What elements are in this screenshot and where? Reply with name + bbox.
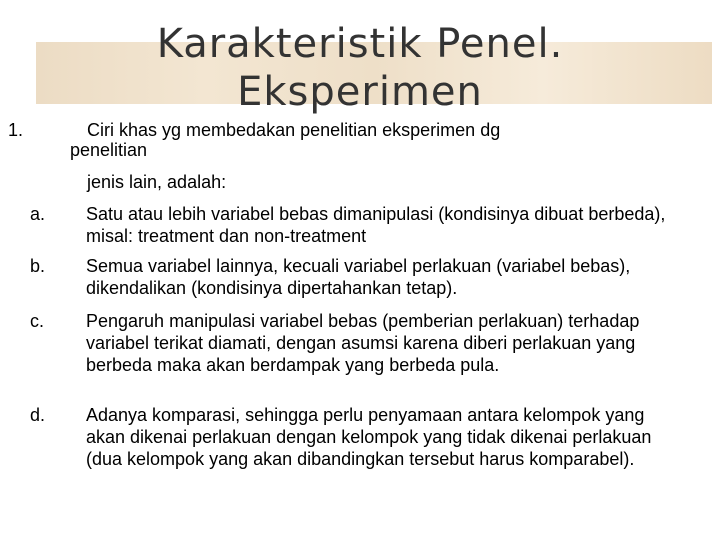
point-text-line1: Ciri khas yg membedakan penelitian eksperimen dg	[87, 120, 501, 140]
sub-point-letter: d.	[30, 405, 46, 425]
sub-point-letter: a.	[30, 204, 46, 224]
sub-point-letter: b.	[30, 256, 46, 276]
point-text-line2: penelitian	[70, 140, 148, 160]
point-text-line3: jenis lain, adalah:	[87, 172, 227, 192]
sub-point-text: Pengaruh manipulasi variabel bebas (pemberian perlakuan) terhadap variabel terikat diamati, dengan asumsi karena diberi perlakuan yang berbeda maka akan berdampak yang berbeda pula.	[86, 311, 640, 375]
sub-point-letter: c.	[30, 311, 45, 331]
point-number: 1.	[8, 120, 24, 140]
sub-point-text: Satu atau lebih variabel bebas dimanipulasi (kondisinya dibuat berbeda), misal: treatment dan non-treatment	[86, 204, 666, 246]
sub-point-text: Semua variabel lainnya, kecuali variabel perlakuan (variabel bebas), dikendalikan (kondisinya dipertahankan tetap).	[86, 256, 631, 298]
slide-title: Karakteristik Penel. Eksperimen	[156, 21, 564, 115]
sub-point-text: Adanya komparasi, sehingga perlu penyamaan antara kelompok yang akan dikenai perlakuan dengan kelompok yang tidak dikenai perlakuan (dua kelompok yang akan dibandingkan tersebut harus komparabel).	[86, 405, 652, 469]
